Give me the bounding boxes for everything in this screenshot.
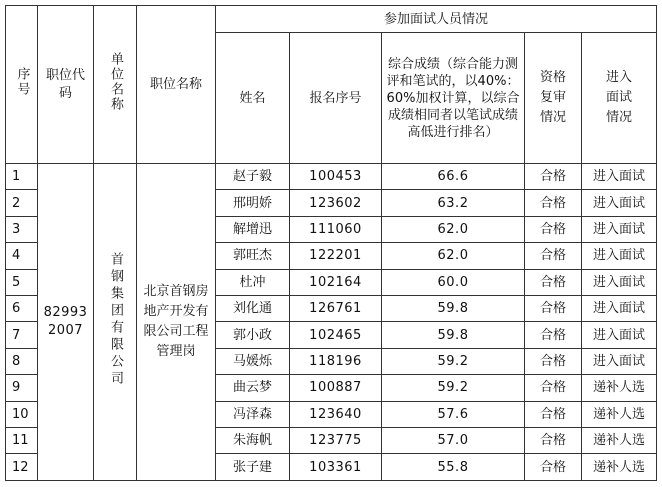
cell-interview-status: 进入面试 (582, 164, 657, 190)
cell-seq: 10 (6, 401, 38, 427)
cell-reg-no: 122201 (290, 243, 382, 269)
cell-qualification: 合格 (525, 164, 582, 190)
cell-seq: 7 (6, 322, 38, 348)
header-unit: 单位名称 (94, 6, 137, 164)
cell-reg-no: 126761 (290, 296, 382, 322)
cell-qualification: 合格 (525, 216, 582, 242)
cell-name: 张子建 (216, 454, 290, 481)
table-body (6, 164, 657, 481)
cell-score: 60.0 (382, 269, 525, 295)
cell-score: 57.6 (382, 401, 525, 427)
cell-reg-no: 100453 (290, 164, 382, 190)
header-position-name: 职位名称 (137, 6, 216, 164)
cell-score: 66.6 (382, 164, 525, 190)
cell-name: 解增迅 (216, 216, 290, 242)
cell-seq: 1 (6, 164, 38, 190)
cell-reg-no: 102164 (290, 269, 382, 295)
header-reg-no: 报名序号 (290, 33, 382, 164)
cell-interview-status: 进入面试 (582, 296, 657, 322)
cell-name: 郭旺杰 (216, 243, 290, 269)
cell-interview-status: 进入面试 (582, 190, 657, 216)
cell-name: 马媛烁 (216, 348, 290, 374)
cell-reg-no: 102465 (290, 322, 382, 348)
cell-qualification: 合格 (525, 243, 582, 269)
header-code: 职位代码 (38, 6, 94, 164)
cell-interview-status: 递补人选 (582, 454, 657, 481)
cell-name: 赵子毅 (216, 164, 290, 190)
cell-position-code: 82993 2007 (38, 164, 94, 481)
cell-score: 55.8 (382, 454, 525, 481)
cell-interview-status: 进入面试 (582, 243, 657, 269)
table-row (6, 164, 657, 190)
cell-reg-no: 123602 (290, 190, 382, 216)
cell-name: 曲云梦 (216, 375, 290, 401)
cell-name: 杜冲 (216, 269, 290, 295)
header-score: 综合成绩（综合能力测评和笔试的，以40%：60%加权计算，以综合成绩相同者以笔试成绩高低进行排名） (382, 33, 525, 164)
cell-score: 63.2 (382, 190, 525, 216)
cell-name: 朱海帆 (216, 428, 290, 454)
cell-name: 邢明娇 (216, 190, 290, 216)
header-interview: 进入面试情况 (582, 33, 657, 164)
cell-reg-no: 123775 (290, 428, 382, 454)
cell-name: 郭小政 (216, 322, 290, 348)
cell-reg-no: 111060 (290, 216, 382, 242)
cell-score: 59.8 (382, 296, 525, 322)
cell-seq: 4 (6, 243, 38, 269)
header-row-top (6, 6, 657, 33)
cell-reg-no: 123640 (290, 401, 382, 427)
interview-results-table (5, 5, 657, 481)
cell-seq: 9 (6, 375, 38, 401)
cell-seq: 8 (6, 348, 38, 374)
cell-qualification: 合格 (525, 269, 582, 295)
cell-score: 57.0 (382, 428, 525, 454)
cell-interview-status: 递补人选 (582, 401, 657, 427)
cell-qualification: 合格 (525, 401, 582, 427)
cell-qualification: 合格 (525, 375, 582, 401)
cell-reg-no: 118196 (290, 348, 382, 374)
header-qualification: 资格复审情况 (525, 33, 582, 164)
cell-reg-no: 100887 (290, 375, 382, 401)
cell-score: 59.8 (382, 322, 525, 348)
cell-interview-status: 进入面试 (582, 348, 657, 374)
cell-interview-status: 进入面试 (582, 216, 657, 242)
cell-qualification: 合格 (525, 296, 582, 322)
cell-seq: 2 (6, 190, 38, 216)
cell-qualification: 合格 (525, 454, 582, 481)
header-seq: 序号 (6, 6, 38, 164)
header-name: 姓名 (216, 33, 290, 164)
cell-interview-status: 进入面试 (582, 269, 657, 295)
cell-reg-no: 103361 (290, 454, 382, 481)
cell-seq: 3 (6, 216, 38, 242)
cell-interview-status: 进入面试 (582, 322, 657, 348)
cell-seq: 12 (6, 454, 38, 481)
cell-score: 59.2 (382, 375, 525, 401)
cell-qualification: 合格 (525, 190, 582, 216)
cell-name: 冯泽森 (216, 401, 290, 427)
cell-interview-status: 递补人选 (582, 428, 657, 454)
cell-score: 59.2 (382, 348, 525, 374)
cell-qualification: 合格 (525, 322, 582, 348)
cell-interview-status: 递补人选 (582, 375, 657, 401)
cell-qualification: 合格 (525, 348, 582, 374)
cell-name: 刘化通 (216, 296, 290, 322)
cell-qualification: 合格 (525, 428, 582, 454)
cell-score: 62.0 (382, 243, 525, 269)
cell-seq: 5 (6, 269, 38, 295)
header-group: 参加面试人员情况 (216, 6, 657, 33)
cell-seq: 11 (6, 428, 38, 454)
cell-score: 62.0 (382, 216, 525, 242)
cell-unit-name: 首钢集团有限公司 (94, 164, 137, 481)
cell-position-name: 北京首钢房地产开发有限公司工程管理岗 (137, 164, 216, 481)
cell-seq: 6 (6, 296, 38, 322)
